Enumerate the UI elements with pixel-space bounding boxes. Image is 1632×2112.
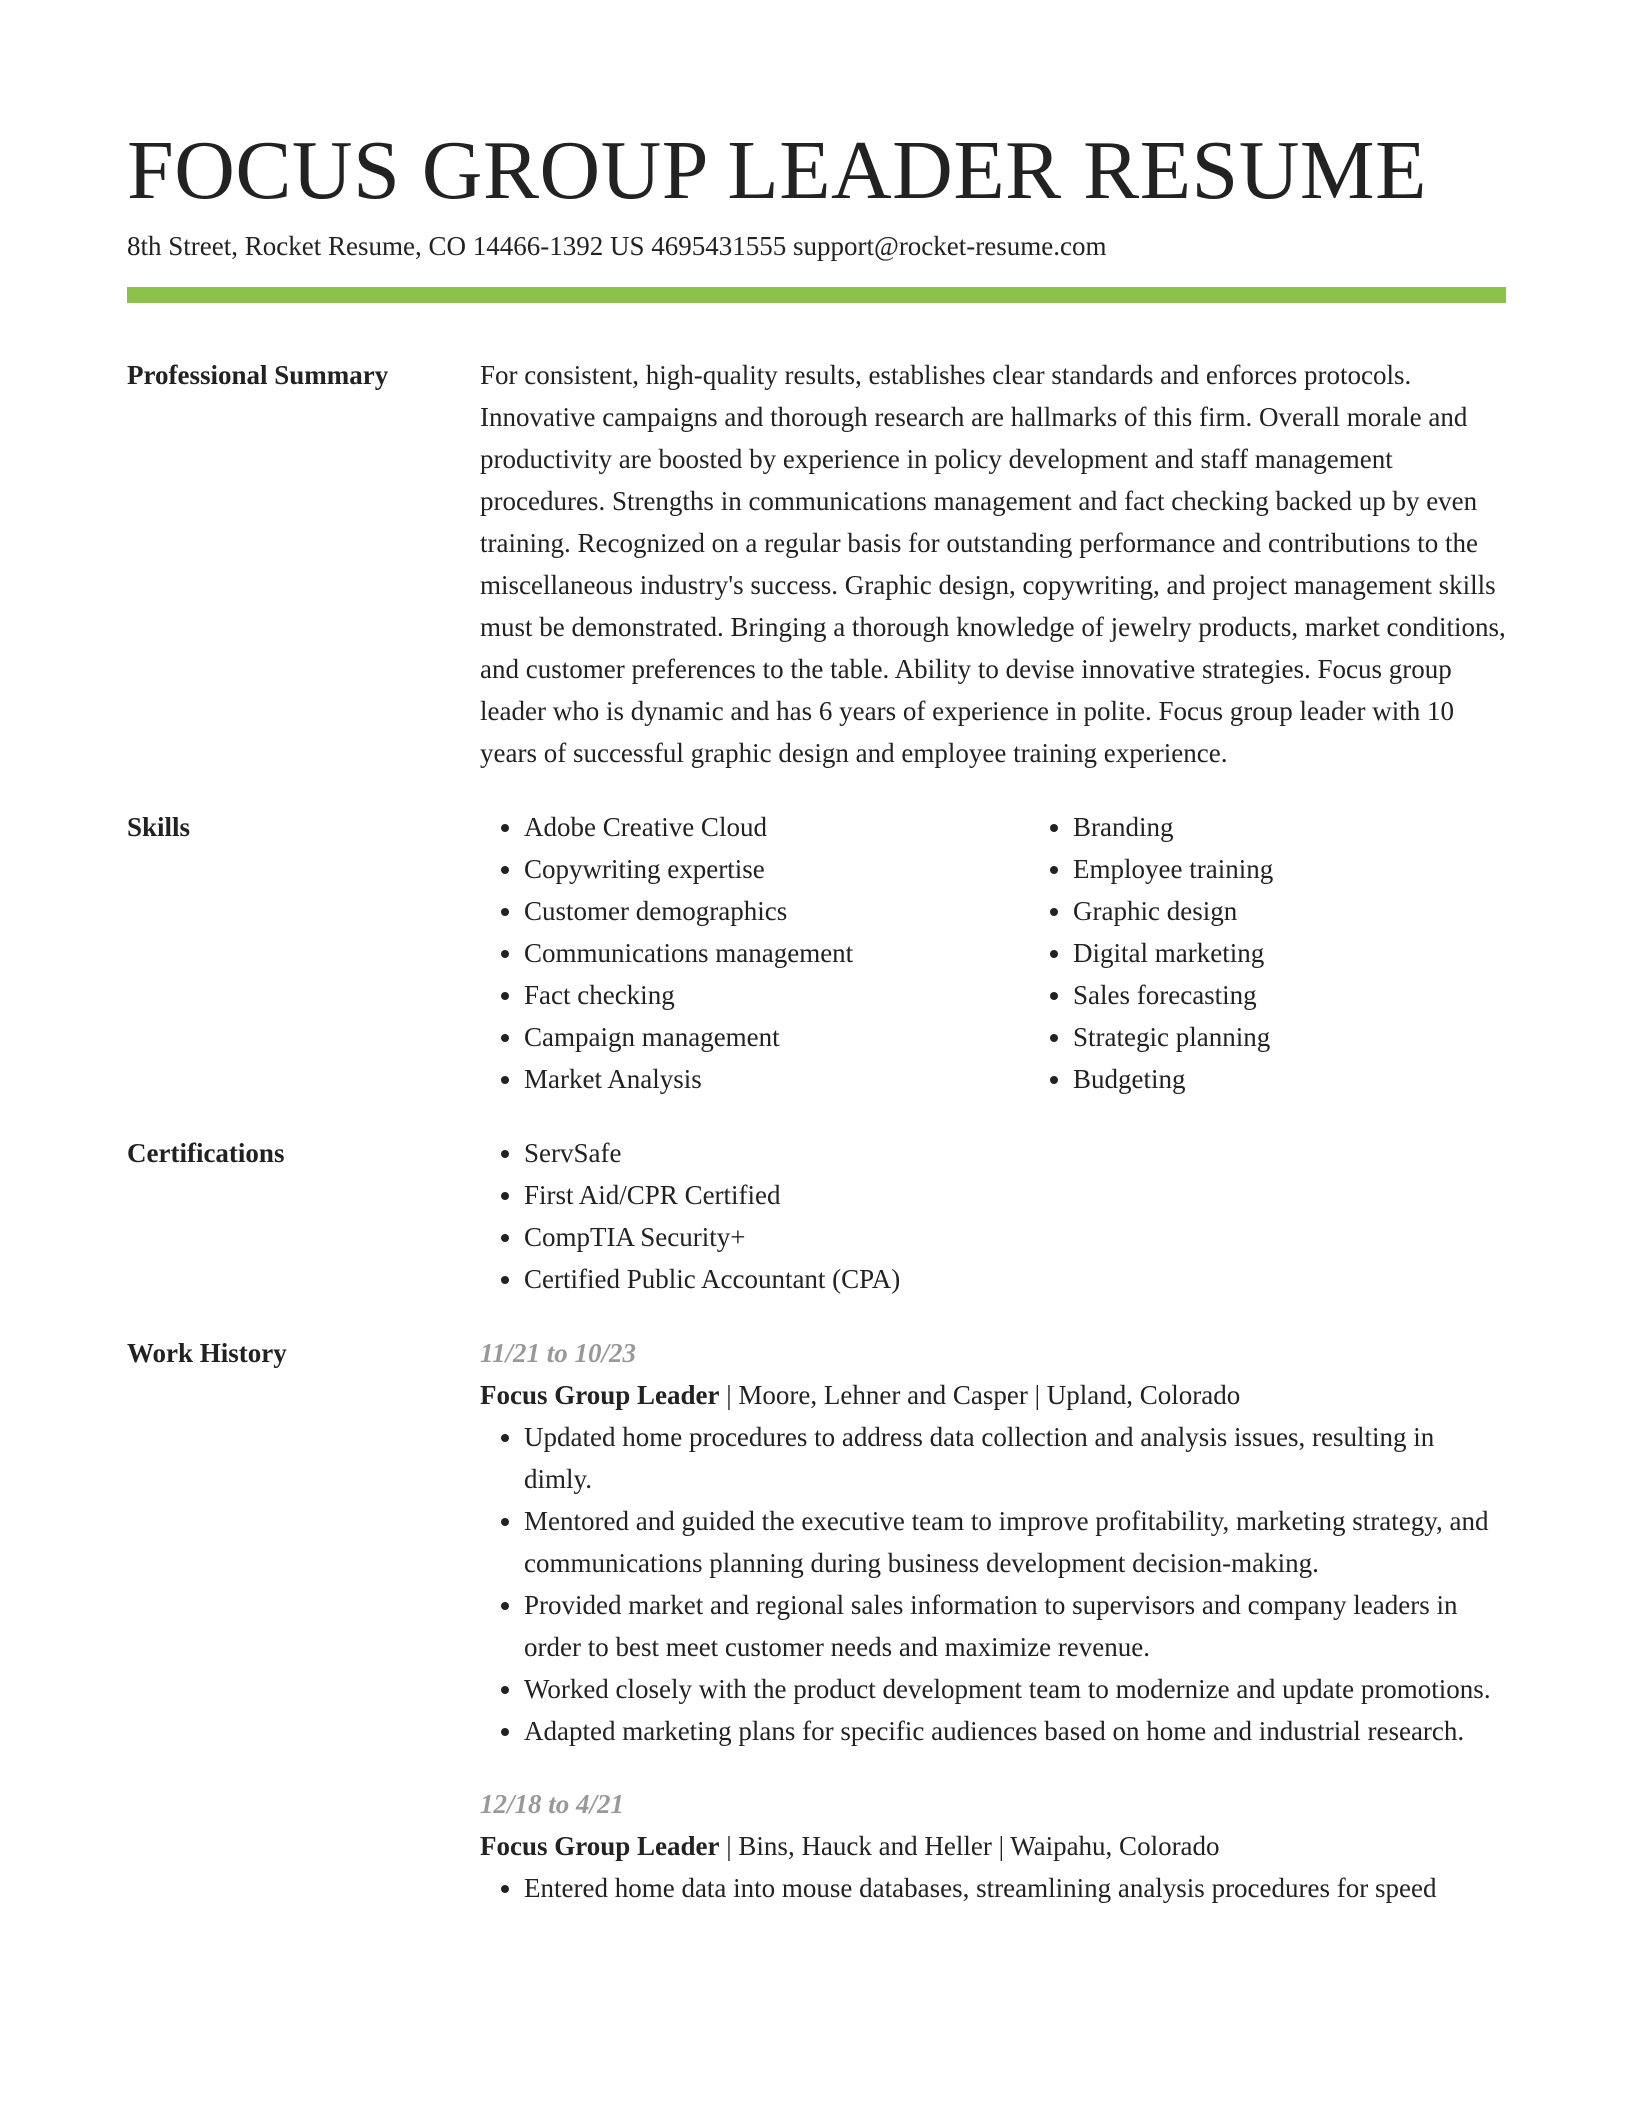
- skills-list-right: [1029, 806, 1578, 1100]
- job-heading: [480, 1374, 1506, 1416]
- skills-columns: [480, 806, 1578, 1100]
- accent-divider: [127, 287, 1506, 303]
- skill-item: • Adobe Creative Cloud: [524, 806, 1029, 848]
- job-details: | Moore, Lehner and Casper | Upland, Colorado: [719, 1380, 1241, 1410]
- skill-item: • Copywriting expertise: [524, 848, 1029, 890]
- certification-item: • CompTIA Security+: [524, 1216, 1506, 1258]
- skill-item: • Budgeting: [1073, 1058, 1578, 1100]
- certification-item: • Certified Public Accountant (CPA): [524, 1258, 1506, 1300]
- skills-list-left: [480, 806, 1029, 1100]
- job-bullet: • Entered home data into mouse databases, streamlining analysis procedures for speed: [524, 1867, 1506, 1909]
- job-entry: [480, 1332, 1506, 1752]
- job-bullet: • Provided market and regional sales information to supervisors and company leaders in order to best meet customer needs and maximize revenue.: [524, 1584, 1506, 1668]
- skill-item: • Campaign management: [524, 1016, 1029, 1058]
- skill-item: • Branding: [1073, 806, 1578, 848]
- job-dates: 11/21 to 10/23: [480, 1338, 637, 1368]
- certifications-section: [127, 1132, 1506, 1300]
- skill-item: • Digital marketing: [1073, 932, 1578, 974]
- resume-title: FOCUS GROUP LEADER RESUME: [127, 124, 1427, 217]
- skill-item: • Employee training: [1073, 848, 1578, 890]
- certifications-list: [480, 1132, 1506, 1300]
- section-heading-certifications: Certifications: [127, 1138, 285, 1168]
- skill-item: • Fact checking: [524, 974, 1029, 1016]
- job-title: Focus Group Leader: [480, 1831, 720, 1861]
- skill-item: • Communications management: [524, 932, 1029, 974]
- job-title: Focus Group Leader: [480, 1380, 720, 1410]
- skill-item: • Customer demographics: [524, 890, 1029, 932]
- skill-item: • Sales forecasting: [1073, 974, 1578, 1016]
- job-bullet: • Updated home procedures to address data collection and analysis issues, resulting in dimly.: [524, 1416, 1506, 1500]
- work-history-section: [127, 1332, 1506, 1909]
- job-dates: 12/18 to 4/21: [480, 1789, 625, 1819]
- section-heading-skills: Skills: [127, 812, 191, 842]
- skills-section: [127, 806, 1506, 1100]
- section-heading-summary: Professional Summary: [127, 360, 389, 390]
- skills-body: [480, 806, 1578, 1100]
- job-bullet: • Adapted marketing plans for specific audiences based on home and industrial research.: [524, 1710, 1506, 1752]
- job-heading: [480, 1825, 1506, 1867]
- certification-item: • ServSafe: [524, 1132, 1506, 1174]
- resume-page: [127, 118, 1506, 1909]
- work-history-body: [480, 1332, 1506, 1909]
- skill-item: • Market Analysis: [524, 1058, 1029, 1100]
- section-heading-work-history: Work History: [127, 1338, 287, 1368]
- summary-text: For consistent, high-quality results, establishes clear standards and enforces protocols. Innovative campaigns and thorough research are hallmarks of this firm. Overall morale and productivity are boosted by experience in policy development and staff management procedures. Strengths in communications management and fact checking backed up by even training. Recognized on a regular basis for outstanding performance and contributions to the miscellaneous industry's success. Graphic design, copywriting, and project management skills must be demonstrated. Bringing a thorough knowledge of jewelry products, market conditions, and customer preferences to the table. Ability to devise innovative strategies. Focus group leader who is dynamic and has 6 years of experience in polite. Focus group leader with 10 years of successful graphic design and employee training experience.: [480, 360, 1506, 768]
- certification-item: • First Aid/CPR Certified: [524, 1174, 1506, 1216]
- job-bullets: [480, 1416, 1506, 1752]
- job-bullet: • Mentored and guided the executive team to improve profitability, marketing strategy, and communications planning during business development decision-making.: [524, 1500, 1506, 1584]
- summary-section: [127, 354, 1506, 774]
- job-bullets: [480, 1867, 1506, 1909]
- job-entry: [480, 1783, 1506, 1909]
- job-details: | Bins, Hauck and Heller | Waipahu, Colorado: [719, 1831, 1220, 1861]
- skill-item: • Graphic design: [1073, 890, 1578, 932]
- certifications-body: [480, 1132, 1506, 1300]
- job-bullet: • Worked closely with the product development team to modernize and update promotions.: [524, 1668, 1506, 1710]
- contact-line: 8th Street, Rocket Resume, CO 14466-1392 US 4695431555 support@rocket-resume.com: [127, 231, 1107, 261]
- skill-item: • Strategic planning: [1073, 1016, 1578, 1058]
